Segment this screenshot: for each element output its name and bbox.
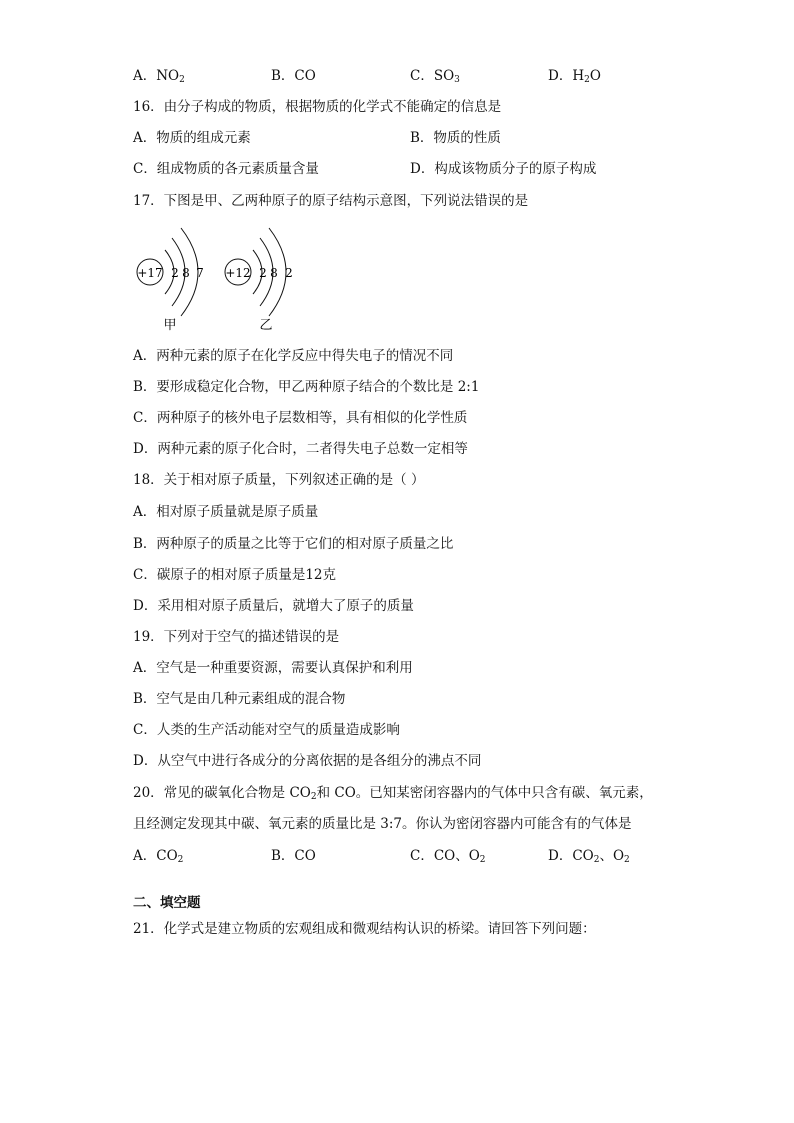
q18-option-c: C．碳原子的相对原子质量是12克 (133, 567, 337, 583)
q20-option-b: B．CO (271, 848, 316, 864)
q17-stem: 17．下图是甲、乙两种原子的原子结构示意图，下列说法错误的是 (133, 193, 529, 209)
atom-b-shell-1-electrons: 2 (259, 266, 267, 280)
q15-option-b: B．CO (271, 68, 316, 84)
q20-option-a: A．$CO_2$ (133, 848, 184, 865)
atom-a-label: 甲 (163, 318, 177, 333)
q15-option-d: D．$H_2O$ (548, 68, 601, 85)
atom-structure-diagram (128, 222, 318, 337)
q19-option-d: D．从空气中进行各成分的分离依据的是各组分的沸点不同 (133, 753, 482, 769)
q20-option-c: C．CO、$O_2$ (410, 848, 486, 865)
q20-stem-line-2: 且经测定发现其中碳、氧元素的质量比是 3:7。你认为密闭容器内可能含有的气体是 (133, 816, 632, 832)
section-title: 二、填空题 (133, 895, 201, 911)
atom-a-shell-2-electrons: 8 (182, 266, 190, 280)
q15-option-c: C．$SO_3$ (410, 68, 460, 85)
atom-a-nucleus-label: +17 (137, 266, 163, 280)
q21-stem: 21．化学式是建立物质的宏观组成和微观结构认识的桥梁。请回答下列问题： (133, 921, 596, 937)
q19-option-b: B．空气是由几种元素组成的混合物 (133, 691, 346, 707)
atom-a-shell-3-electrons: 7 (196, 266, 204, 280)
atom-b-shell-2-electrons: 8 (270, 266, 278, 280)
q17-option-d: D．两种元素的原子化合时，二者得失电子总数一定相等 (133, 441, 468, 457)
q17-option-b: B．要形成稳定化合物，甲乙两种原子结合的个数比是 2:1 (133, 379, 480, 395)
q18-option-a: A．相对原子质量就是原子质量 (133, 504, 319, 520)
q18-stem: 18．关于相对原子质量，下列叙述正确的是（ ） (133, 472, 425, 488)
atom-b-shell-3-electrons: 2 (285, 266, 293, 280)
q20-stem-line-1: 20．常见的碳氧化合物是 $CO_2$和 CO。已知某密闭容器内的气体中只含有碳、氧元素， (133, 785, 653, 802)
atom-b-nucleus-label: +12 (225, 266, 251, 280)
q16-option-a: A．物质的组成元素 (133, 130, 251, 146)
q19-option-a: A．空气是一种重要资源，需要认真保护和利用 (133, 660, 413, 676)
atom-a-shell-1-electrons: 2 (171, 266, 179, 280)
q19-stem: 19．下列对于空气的描述错误的是 (133, 629, 340, 645)
q15-option-a: A．$NO_2$ (133, 68, 185, 85)
q18-option-d: D．采用相对原子质量后，就增大了原子的质量 (133, 598, 414, 614)
atom-b-label: 乙 (259, 318, 273, 333)
q16-stem: 16．由分子构成的物质，根据物质的化学式不能确定的信息是 (133, 99, 502, 115)
atom-a (137, 228, 204, 333)
q18-option-b: B．两种原子的质量之比等于它们的相对原子质量之比 (133, 536, 454, 552)
q20-option-d: D．$CO_2$、$O_2$ (548, 848, 630, 865)
q19-option-c: C．人类的生产活动能对空气的质量造成影响 (133, 722, 400, 738)
q17-option-a: A．两种元素的原子在化学反应中得失电子的情况不同 (133, 348, 454, 364)
q16-option-b: B．物质的性质 (410, 130, 501, 146)
q16-option-c: C．组成物质的各元素质量含量 (133, 161, 319, 177)
q17-option-c: C．两种原子的核外电子层数相等，具有相似的化学性质 (133, 410, 468, 426)
atom-b (225, 228, 293, 333)
q16-option-d: D．构成该物质分子的原子构成 (410, 161, 597, 177)
